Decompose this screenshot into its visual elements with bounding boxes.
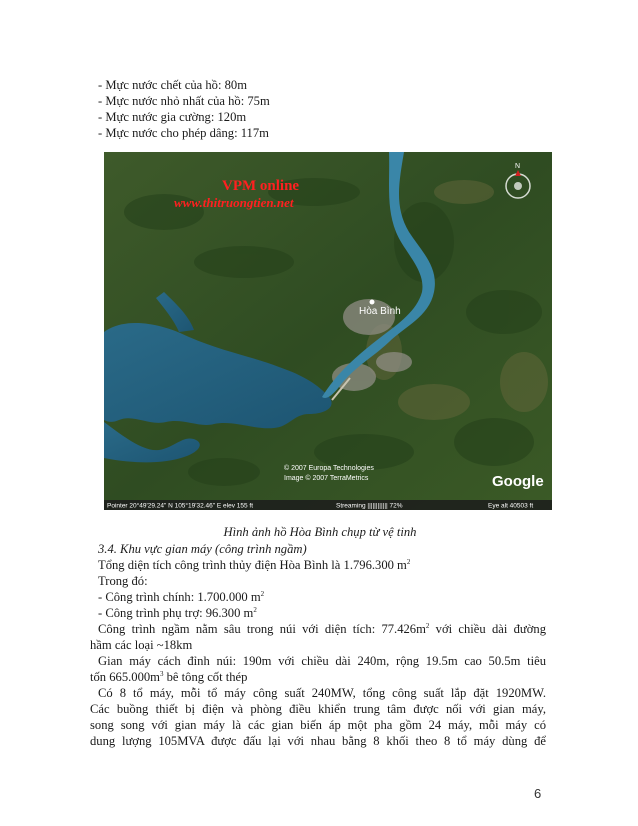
underground-line-1: Công trình ngầm nằm sâu trong núi với diện tích: $77.426m^2$ với chiều dài đường xyxy=(98,622,546,636)
watermark-url: www.thitruongtien.net xyxy=(174,195,294,210)
watermark-title: VPM online xyxy=(222,178,300,194)
figure-caption: Hình ảnh hồ Hòa Bình chụp từ vệ tinh xyxy=(223,525,417,539)
credit-terrametrics: Image © 2007 TerraMetrics xyxy=(284,475,369,482)
section-heading: 3.4. Khu vực gian máy (công trình ngầm) xyxy=(98,542,307,556)
area-main: - Công trình chính: 1.700.000 $m^2$ xyxy=(98,590,265,604)
satellite-photo xyxy=(104,152,552,510)
area-aux: - Công trình phụ trợ: 96.300 $m^2$ xyxy=(98,606,257,620)
page-number: 6 xyxy=(534,786,542,801)
area-total: Tổng diện tích công trình thủy điện Hòa Bình là 1.796.300 $m^2$ xyxy=(98,558,411,572)
status-eye-altitude: Eye alt 40503 ft xyxy=(488,502,534,510)
google-logo: Google xyxy=(492,473,544,490)
status-streaming: Streaming |||||||||||| 72% xyxy=(336,502,403,510)
status-pointer-coords: Pointer 20°49'29.24" N 105°19'32.46" E elev 155 ft xyxy=(107,502,254,510)
spec-reinforced-level: - Mực nước gia cường: 120m xyxy=(98,110,247,124)
hall-line-2: tốn $665.000m^3$ bê tông cốt thép xyxy=(90,670,248,684)
units-line-3: song song với gian máy là các gian biến áp một pha gồm 24 máy, mỗi máy có xyxy=(90,718,546,732)
spec-min-level: - Mực nước nhỏ nhất của hồ: 75m xyxy=(98,94,270,108)
credit-europa: © 2007 Europa Technologies xyxy=(284,465,374,472)
units-line-2: Các buồng thiết bị điện và phòng điều khiển trung tâm được nối với gian máy, xyxy=(90,702,546,716)
trong-do-label: Trong đó: xyxy=(98,574,148,588)
units-line-1: Có 8 tổ máy, mỗi tổ máy công suất 240MW, tổng công suất lắp đặt 1920MW. xyxy=(98,686,546,700)
svg-text:N: N xyxy=(515,163,521,170)
place-label-hoa-binh: Hòa Bình xyxy=(359,306,401,317)
spec-dead-level: - Mực nước chết của hồ: 80m xyxy=(98,78,248,92)
hall-line-1: Gian máy cách đỉnh núi: 190m với chiều dài 240m, rộng 19.5m cao 50.5m tiêu xyxy=(98,654,546,668)
underground-line-2: hầm các loại ~18km xyxy=(90,638,193,652)
spec-allowed-rise-level: - Mực nước cho phép dâng: 117m xyxy=(98,126,269,140)
units-line-4: dung lượng 105MVA được đấu lại với nhau bằng 8 khối theo 8 tổ máy dùng để xyxy=(90,734,546,748)
